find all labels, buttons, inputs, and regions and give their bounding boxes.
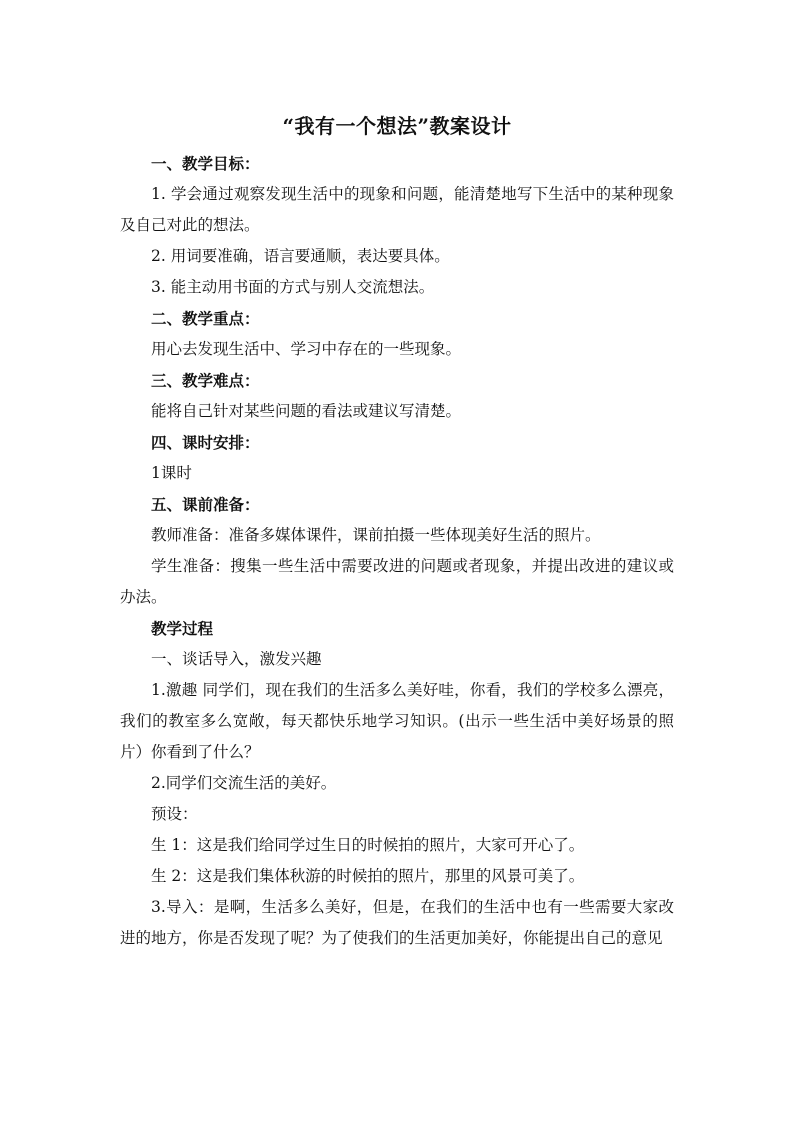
section-heading-process: 教学过程: [151, 619, 214, 638]
section-heading-difficulties: 三、教学难点：: [151, 371, 260, 390]
difficulties-text: 能将自己针对某些问题的看法或建议写清楚。: [151, 402, 462, 420]
objective-2: 2. 用词要准确，语言要通顺，表达要具体。: [151, 247, 450, 265]
process-paragraph: 2.同学们交流生活的美好。: [151, 774, 337, 792]
objective-1: 1. 学会通过观察发现生活中的现象和问题，能清楚地写下生活中的某种现象及自己对此的想法。: [120, 185, 674, 234]
schedule-text: 1课时: [151, 464, 192, 482]
key-points-text: 用心去发现生活中、学习中存在的一些现象。: [151, 340, 462, 358]
process-paragraph: 生 1：这是我们给同学过生日的时候拍的照片，大家可开心了。: [151, 836, 585, 854]
section-heading-key-points: 二、教学重点：: [151, 309, 260, 328]
student-preparation: 学生准备：搜集一些生活中需要改进的问题或者现象，并提出改进的建议或办法。: [120, 557, 674, 606]
process-paragraph: 生 2：这是我们集体秋游的时候拍的照片，那里的风景可美了。: [151, 867, 585, 885]
section-heading-preparation: 五、课前准备：: [151, 495, 260, 514]
teacher-preparation: 教师准备：准备多媒体课件，课前拍摄一些体现美好生活的照片。: [151, 526, 601, 544]
process-paragraph: 3.导入：是啊，生活多么美好，但是，在我们的生活中也有一些需要大家改进的地方，你是否发现了呢？为了使我们的生活更加美好，你能提出自己的意见: [120, 898, 674, 947]
process-paragraph: 预设：: [151, 805, 198, 823]
document-title: “我有一个想法”教案设计: [282, 114, 512, 138]
section-heading-objectives: 一、教学目标：: [151, 154, 260, 173]
objective-3: 3. 能主动用书面的方式与别人交流想法。: [151, 278, 435, 296]
section-heading-schedule: 四、课时安排：: [151, 433, 260, 452]
document-body: [120, 148, 674, 954]
process-step-heading: 一、谈话导入，激发兴趣: [151, 650, 322, 668]
process-paragraph: 1.激趣 同学们，现在我们的生活多么美好哇，你看，我们的学校多么漂亮，我们的教室多么宽敞，每天都快乐地学习知识。(出示一些生活中美好场景的照片）你看到了什么？: [120, 681, 674, 761]
